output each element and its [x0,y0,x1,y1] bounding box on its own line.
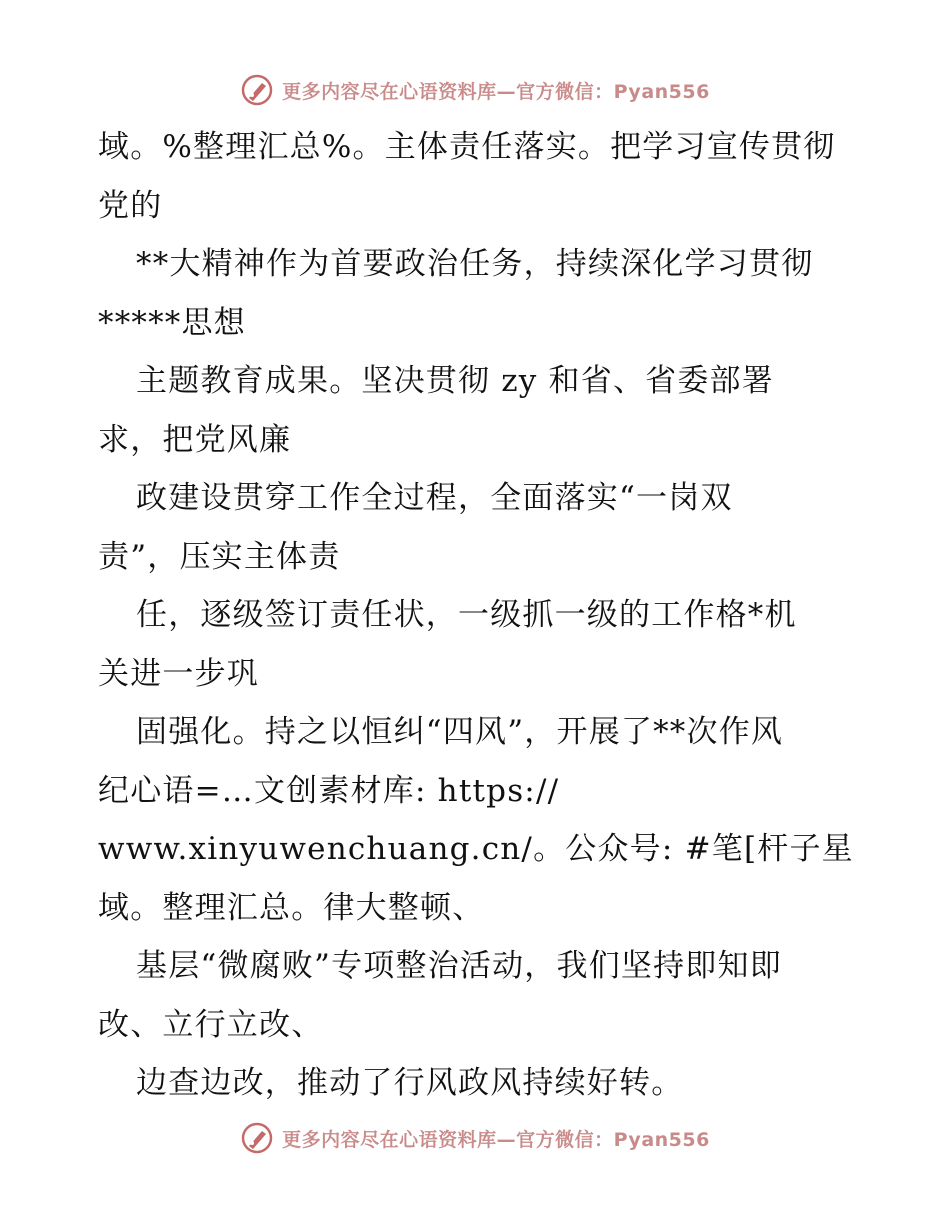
body-line: 求，把党风廉 [98,421,292,458]
body-line: 域。%整理汇总%。主体责任落实。把学习宣传贯彻 [98,129,836,165]
body-line: *****思想 [98,304,246,341]
body-line: 改、立行立改、 [98,1006,324,1043]
body-line: 党的 [98,187,163,224]
body-line: 政建设贯穿工作全过程，全面落实“一岗双 [136,480,733,516]
body-line: 固强化。持之以恒纠“四风”，开展了**次作风 [136,714,784,750]
body-line: 基层“微腐败”专项整治活动，我们坚持即知即 [136,948,782,984]
footer-banner-text: 更多内容尽在心语资料库—官方微信：Pyan556 [282,1128,710,1151]
header-banner [0,70,950,110]
footer-banner [0,1118,950,1158]
body-line: 纪心语=…文创素材库: https:// [98,772,560,809]
pen-logo-icon [240,1121,274,1155]
body-line: www.xinyuwenchuang.cn/。公众号: #笔[杆子星 [98,831,854,867]
body-line: 关进一步巩 [98,655,259,692]
pen-logo-icon [240,73,274,107]
body-line: 边查边改，推动了行风政风持续好转。 [136,1065,684,1101]
body-line: 任，逐级签订责任状，一级抓一级的工作格*机 [136,597,797,633]
body-line: 域。整理汇总。律大整顿、 [98,889,485,926]
body-line: 责”，压实主体责 [98,538,341,575]
document-body [98,118,858,1113]
body-line: 主题教育成果。坚决贯彻 zy 和省、省委部署 [136,363,774,399]
body-line: **大精神作为首要政治任务，持续深化学习贯彻 [136,246,814,282]
header-banner-text: 更多内容尽在心语资料库—官方微信：Pyan556 [282,80,710,103]
